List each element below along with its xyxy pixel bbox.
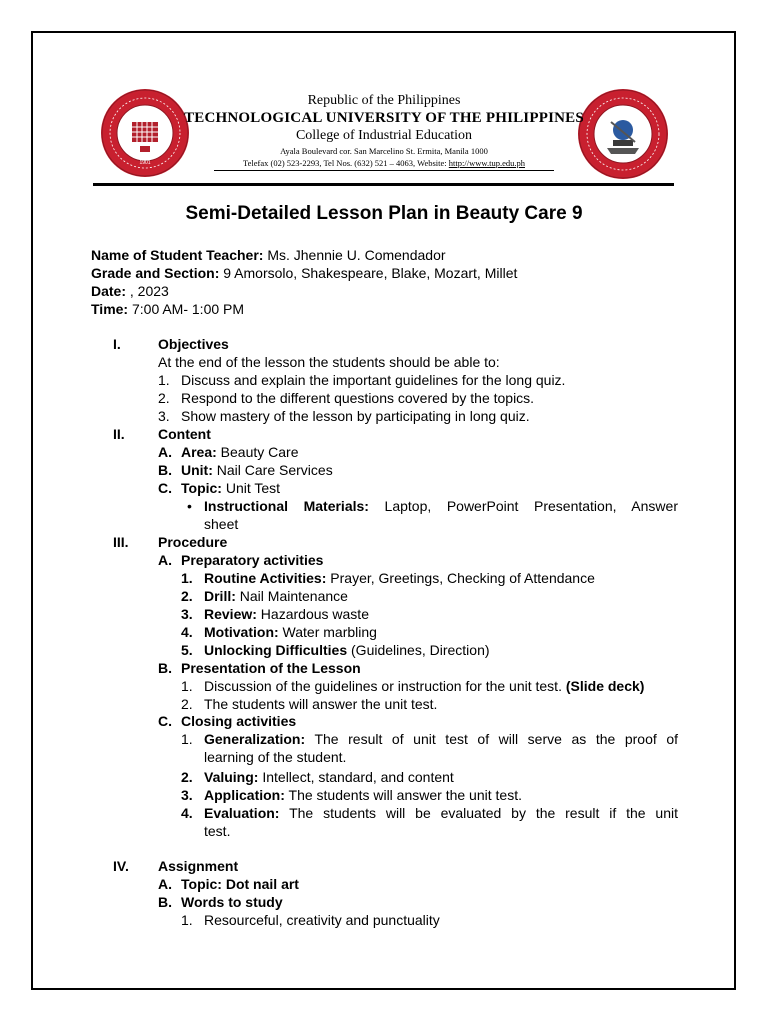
content-unit: Unit: Nail Care Services xyxy=(181,462,333,478)
list-letter: A. xyxy=(158,552,172,568)
objective-item: Discuss and explain the important guidelines for the long quiz. xyxy=(181,372,566,388)
info-grade-section: Grade and Section: 9 Amorsolo, Shakespeare, Blake, Mozart, Millet xyxy=(91,265,518,281)
closing-item: Valuing: Intellect, standard, and content xyxy=(204,769,454,785)
contact-text: Telefax (02) 523-2293, Tel Nos. (632) 521 – 4063, Website: xyxy=(243,158,449,168)
assignment-word-item: Resourceful, creativity and punctuality xyxy=(204,912,440,928)
activity-item: Motivation: Water marbling xyxy=(204,624,377,640)
subsection-title-preparatory: Preparatory activities xyxy=(181,552,324,568)
bullet-mark: • xyxy=(187,498,192,514)
assignment-words-title: Words to study xyxy=(181,894,283,910)
letterhead-divider xyxy=(93,183,674,186)
activity-item: Routine Activities: Prayer, Greetings, Checking of Attendance xyxy=(204,570,595,586)
list-number: 5. xyxy=(181,642,193,658)
info-date: Date: , 2023 xyxy=(91,283,169,299)
assignment-topic: Topic: Dot nail art xyxy=(181,876,299,892)
closing-item-cont: learning of the student. xyxy=(204,749,347,765)
list-number: 1. xyxy=(181,731,193,747)
closing-item: Evaluation: The students will be evaluated by the result if the unit xyxy=(204,805,678,821)
list-number: 3. xyxy=(158,408,170,424)
subsection-title-closing: Closing activities xyxy=(181,713,297,729)
letterhead-address: Ayala Boulevard cor. San Marcelino St. Ermita, Manila 1000 xyxy=(280,146,488,156)
list-number: 4. xyxy=(181,624,193,640)
section-title-procedure: Procedure xyxy=(158,534,228,550)
closing-item-cont: test. xyxy=(204,823,231,839)
section-number: III. xyxy=(113,534,129,550)
document-title: Semi-Detailed Lesson Plan in Beauty Care 9 xyxy=(185,203,583,224)
letterhead-university: TECHNOLOGICAL UNIVERSITY OF THE PHILIPPINES xyxy=(184,110,584,126)
content-topic: Topic: Unit Test xyxy=(181,480,281,496)
list-number: 1. xyxy=(181,570,193,586)
list-letter: B. xyxy=(158,462,172,478)
section-number: II. xyxy=(113,426,125,442)
closing-item: Application: The students will answer the unit test. xyxy=(204,787,522,803)
closing-item: Generalization: The result of unit test of will serve as the proof of xyxy=(204,731,678,747)
list-letter: A. xyxy=(158,444,172,460)
list-number: 1. xyxy=(158,372,170,388)
instructional-materials: Instructional Materials: Laptop, PowerPoint Presentation, Answer xyxy=(204,498,678,514)
presentation-item: Discussion of the guidelines or instruction for the unit test. (Slide deck) xyxy=(204,678,645,694)
letterhead-republic: Republic of the Philippines xyxy=(307,93,461,108)
list-letter: C. xyxy=(158,713,172,729)
list-number: 1. xyxy=(181,678,193,694)
list-letter: B. xyxy=(158,660,172,676)
list-letter: A. xyxy=(158,876,172,892)
info-time: Time: 7:00 AM- 1:00 PM xyxy=(91,301,245,317)
list-number: 3. xyxy=(181,787,193,803)
info-teacher: Name of Student Teacher: Ms. Jhennie U. Comendador xyxy=(91,247,446,263)
letterhead-college: College of Industrial Education xyxy=(295,128,473,143)
presentation-item: The students will answer the unit test. xyxy=(204,696,438,712)
list-number: 1. xyxy=(181,912,193,928)
activity-item: Review: Hazardous waste xyxy=(204,606,369,622)
letterhead-contact xyxy=(0,158,768,168)
list-number: 2. xyxy=(181,696,193,712)
section-title-objectives: Objectives xyxy=(158,336,229,352)
section-number: I. xyxy=(113,336,121,352)
objective-item: Respond to the different questions covered by the topics. xyxy=(181,390,535,406)
objective-item: Show mastery of the lesson by participating in long quiz. xyxy=(181,408,530,424)
instructional-materials-cont: sheet xyxy=(204,516,239,532)
activity-item: Drill: Nail Maintenance xyxy=(204,588,348,604)
letterhead-underline xyxy=(214,170,554,171)
list-letter: B. xyxy=(158,894,172,910)
list-number: 2. xyxy=(181,769,193,785)
section-title-content: Content xyxy=(158,426,211,442)
activity-item: Unlocking Difficulties (Guidelines, Direction) xyxy=(204,642,490,658)
content-area: Area: Beauty Care xyxy=(181,444,299,460)
list-number: 2. xyxy=(158,390,170,406)
list-number: 4. xyxy=(181,805,193,821)
list-number: 2. xyxy=(181,588,193,604)
list-number: 3. xyxy=(181,606,193,622)
list-letter: C. xyxy=(158,480,172,496)
section-title-assignment: Assignment xyxy=(158,858,239,874)
objectives-intro: At the end of the lesson the students should be able to: xyxy=(158,354,500,370)
subsection-title-presentation: Presentation of the Lesson xyxy=(181,660,361,676)
website-link[interactable]: http://www.tup.edu.ph xyxy=(448,158,525,168)
seal-year: 1901 xyxy=(139,160,151,166)
section-number: IV. xyxy=(113,858,129,874)
